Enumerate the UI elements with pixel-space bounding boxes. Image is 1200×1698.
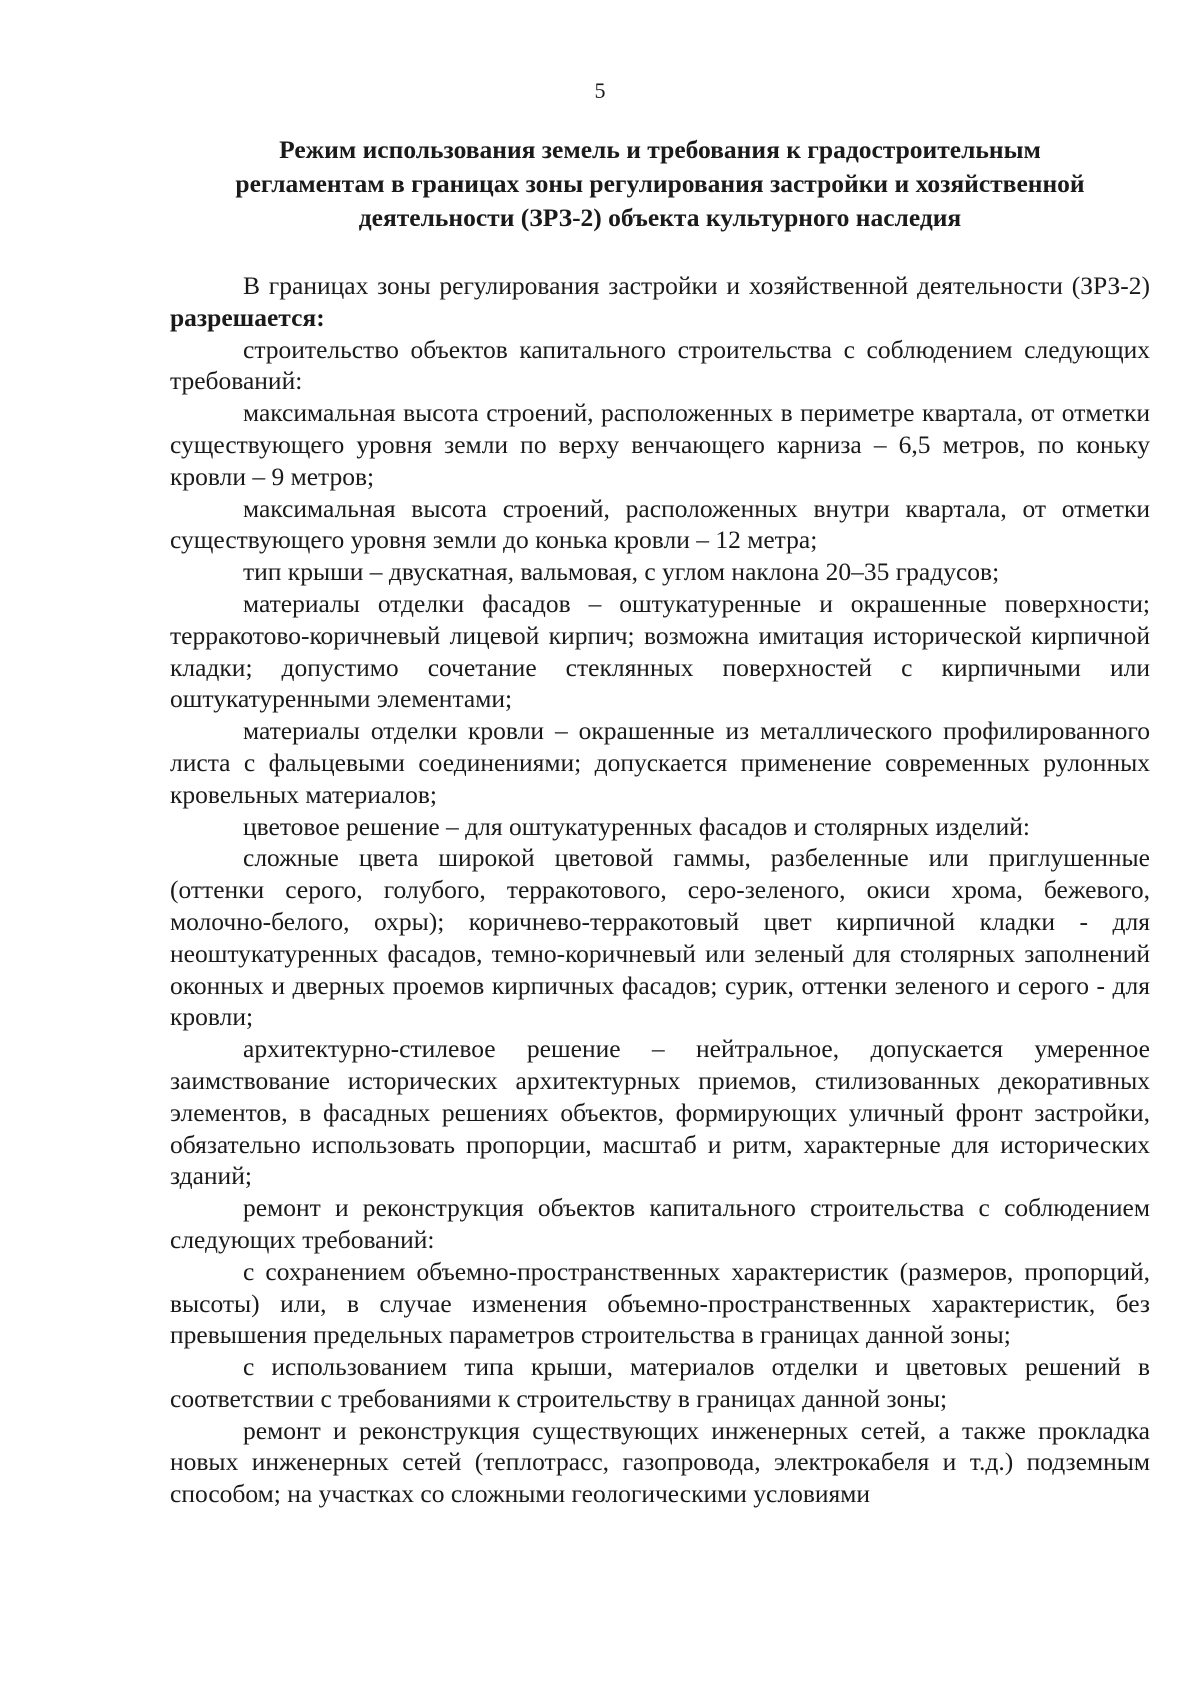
paragraph: ремонт и реконструкция существующих инженерных сетей, а также прокладка новых инженерных сетей (теплотрасс, газопровода, электрокабеля и т.д.) подземным способом; на участках со сложными геологическими условиями [170,1415,1150,1509]
paragraph: ремонт и реконструкция объектов капитального строительства с соблюдением следующих требований: [170,1193,1150,1254]
document-title [170,133,1150,235]
document-body [170,270,1150,1510]
paragraph: максимальная высота строений, расположенных внутри квартала, от отметки существующего уровня земли до конька кровли – 12 метра; [170,493,1150,555]
paragraph-bold-text: разрешается: [170,302,325,332]
title-line-3: деятельности (ЗРЗ-2) объекта культурного наследия [358,203,962,232]
paragraph: материалы отделки кровли – окрашенные из металлического профилированного листа с фальцевыми соединениями; допускается применение современных рулонных кровельных материалов; [170,716,1150,809]
paragraph: сложные цвета широкой цветовой гаммы, разбеленные или приглушенные (оттенки серого, голубого, терракотового, серо-зеленого, окиси хрома, бежевого, молочно-белого, охры); коричнево-терракотовый цвет кирпичной кладки - для неоштукатуренных фасадов, темно-коричневый или зеленый для столярных заполнений оконных и дверных проемов кирпичных фасадов; сурик, оттенки зеленого и серого - для кровли; [170,843,1150,1032]
paragraph: максимальная высота строений, расположенных в периметре квартала, от отметки существующего уровня земли по верху венчающего карниза – 6,5 метров, по коньку кровли – 9 метров; [170,398,1150,491]
title-line-2: регламентам в границах зоны регулирования застройки и хозяйственной [235,169,1085,198]
paragraph: с использованием типа крыши, материалов отделки и цветовых решений в соответствии с требованиями к строительству в границах данной зоны; [170,1352,1150,1413]
paragraph: с сохранением объемно-пространственных характеристик (размеров, пропорций, высоты) или, в случае изменения объемно-пространственных характеристик, без превышения предельных параметров строительства в границах данной зоны; [170,1256,1150,1350]
paragraph: тип крыши – двускатная, вальмовая, с углом наклона 20–35 градусов; [243,557,1000,587]
paragraph: цветовое решение – для оштукатуренных фасадов и столярных изделий: [243,811,1031,841]
paragraph: строительство объектов капитального строительства с соблюдением следующих требований: [170,334,1150,396]
paragraph: архитектурно-стилевое решение – нейтральное, допускается умеренное заимствование исторических архитектурных приемов, стилизованных декоративных элементов, в фасадных решениях объектов, формирующих уличный фронт застройки, обязательно использовать пропорции, масштаб и ритм, характерные для исторических зданий; [170,1034,1150,1191]
paragraph: материалы отделки фасадов – оштукатуренные и окрашенные поверхности; терракотово-коричневый лицевой кирпич; возможна имитация исторической кирпичной кладки; допустимо сочетание стеклянных поверхностей с кирпичными или оштукатуренными элементами; [170,588,1150,714]
page-number: 5 [594,78,606,103]
paragraph-text: В границах зоны регулирования застройки и хозяйственной деятельности (ЗРЗ-2) [243,271,1150,300]
title-line-1: Режим использования земель и требования к градостроительным [279,135,1041,164]
paragraph [170,270,1150,334]
